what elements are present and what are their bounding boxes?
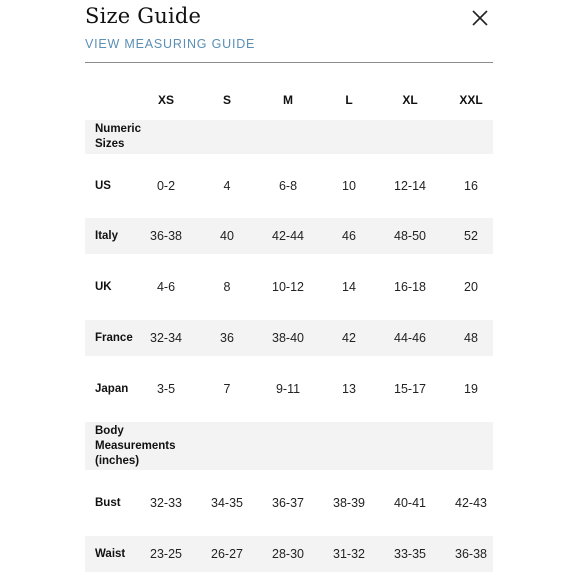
size-cell: 32-33	[150, 496, 182, 510]
section-label: Numeric Sizes	[95, 123, 142, 150]
size-cell: 0-2	[156, 179, 176, 193]
row-label: Italy	[95, 229, 119, 242]
row-label: Japan	[95, 382, 129, 395]
size-cell: 40-41	[394, 496, 426, 510]
view-measuring-guide-link[interactable]: VIEW MEASURING GUIDE	[85, 37, 256, 51]
size-cell: 14	[342, 280, 356, 294]
row-label: Bust	[95, 496, 121, 509]
size-cell: 42	[342, 331, 356, 345]
table-row	[85, 536, 493, 572]
size-cell: 33-35	[394, 547, 426, 561]
table-row	[85, 356, 493, 422]
size-cell: 8	[223, 280, 231, 294]
row-label: Waist	[95, 547, 126, 560]
size-cell: 16-18	[394, 280, 426, 294]
size-cell: 13	[342, 382, 356, 396]
size-cell: 42-43	[455, 496, 487, 510]
size-cell: 46	[342, 229, 356, 243]
size-cell: 9-11	[275, 382, 301, 396]
size-cell: 44-46	[394, 331, 426, 345]
row-label: France	[95, 331, 133, 344]
size-cell: 36-37	[272, 496, 304, 510]
row-label: UK	[95, 280, 112, 293]
size-cell: 19	[464, 382, 478, 396]
section-label: Body Measurements (inches)	[95, 424, 176, 467]
size-cell: 38-40	[272, 331, 304, 345]
size-cell: 23-25	[150, 547, 182, 561]
size-cell: 48-50	[394, 229, 426, 243]
page-title: Size Guide	[85, 4, 202, 28]
size-cell: 26-27	[211, 547, 243, 561]
size-cell: 36	[220, 331, 234, 345]
section-row	[85, 120, 493, 154]
size-cell: 3-5	[156, 382, 176, 396]
column-header: XL	[402, 93, 418, 107]
column-header: XXL	[459, 93, 483, 107]
size-cell: 32-34	[150, 331, 182, 345]
header-divider	[85, 62, 493, 63]
size-table	[85, 80, 493, 572]
column-header: XS	[157, 93, 174, 107]
table-row	[85, 254, 493, 320]
size-cell: 10-12	[272, 280, 304, 294]
size-cell: 40	[220, 229, 234, 243]
size-cell: 15-17	[394, 382, 426, 396]
table-row	[85, 218, 493, 254]
table-row	[85, 470, 493, 536]
size-cell: 4	[223, 179, 231, 193]
size-cell: 28-30	[272, 547, 304, 561]
size-cell: 12-14	[394, 179, 426, 193]
size-guide-header	[85, 0, 493, 63]
size-cell: 42-44	[272, 229, 304, 243]
size-cell: 34-35	[211, 496, 243, 510]
table-row	[85, 154, 493, 218]
close-button[interactable]	[472, 10, 488, 26]
size-cell: 38-39	[333, 496, 365, 510]
column-header: L	[345, 93, 353, 107]
size-cell: 6-8	[278, 179, 298, 193]
size-cell: 52	[464, 229, 478, 243]
row-label: US	[95, 179, 111, 192]
column-header: M	[283, 93, 293, 107]
size-cell: 16	[464, 179, 478, 193]
size-cell: 7	[223, 382, 231, 396]
size-cell: 10	[342, 179, 356, 193]
size-cell: 36-38	[455, 547, 487, 561]
size-cell: 4-6	[156, 280, 176, 294]
size-cell: 31-32	[333, 547, 365, 561]
size-cell: 36-38	[150, 229, 182, 243]
section-row	[85, 422, 493, 470]
column-header: S	[222, 93, 231, 107]
table-row	[85, 320, 493, 356]
size-cell: 48	[464, 331, 478, 345]
close-icon	[472, 10, 488, 26]
column-header-row	[85, 80, 493, 120]
size-cell: 20	[464, 280, 478, 294]
